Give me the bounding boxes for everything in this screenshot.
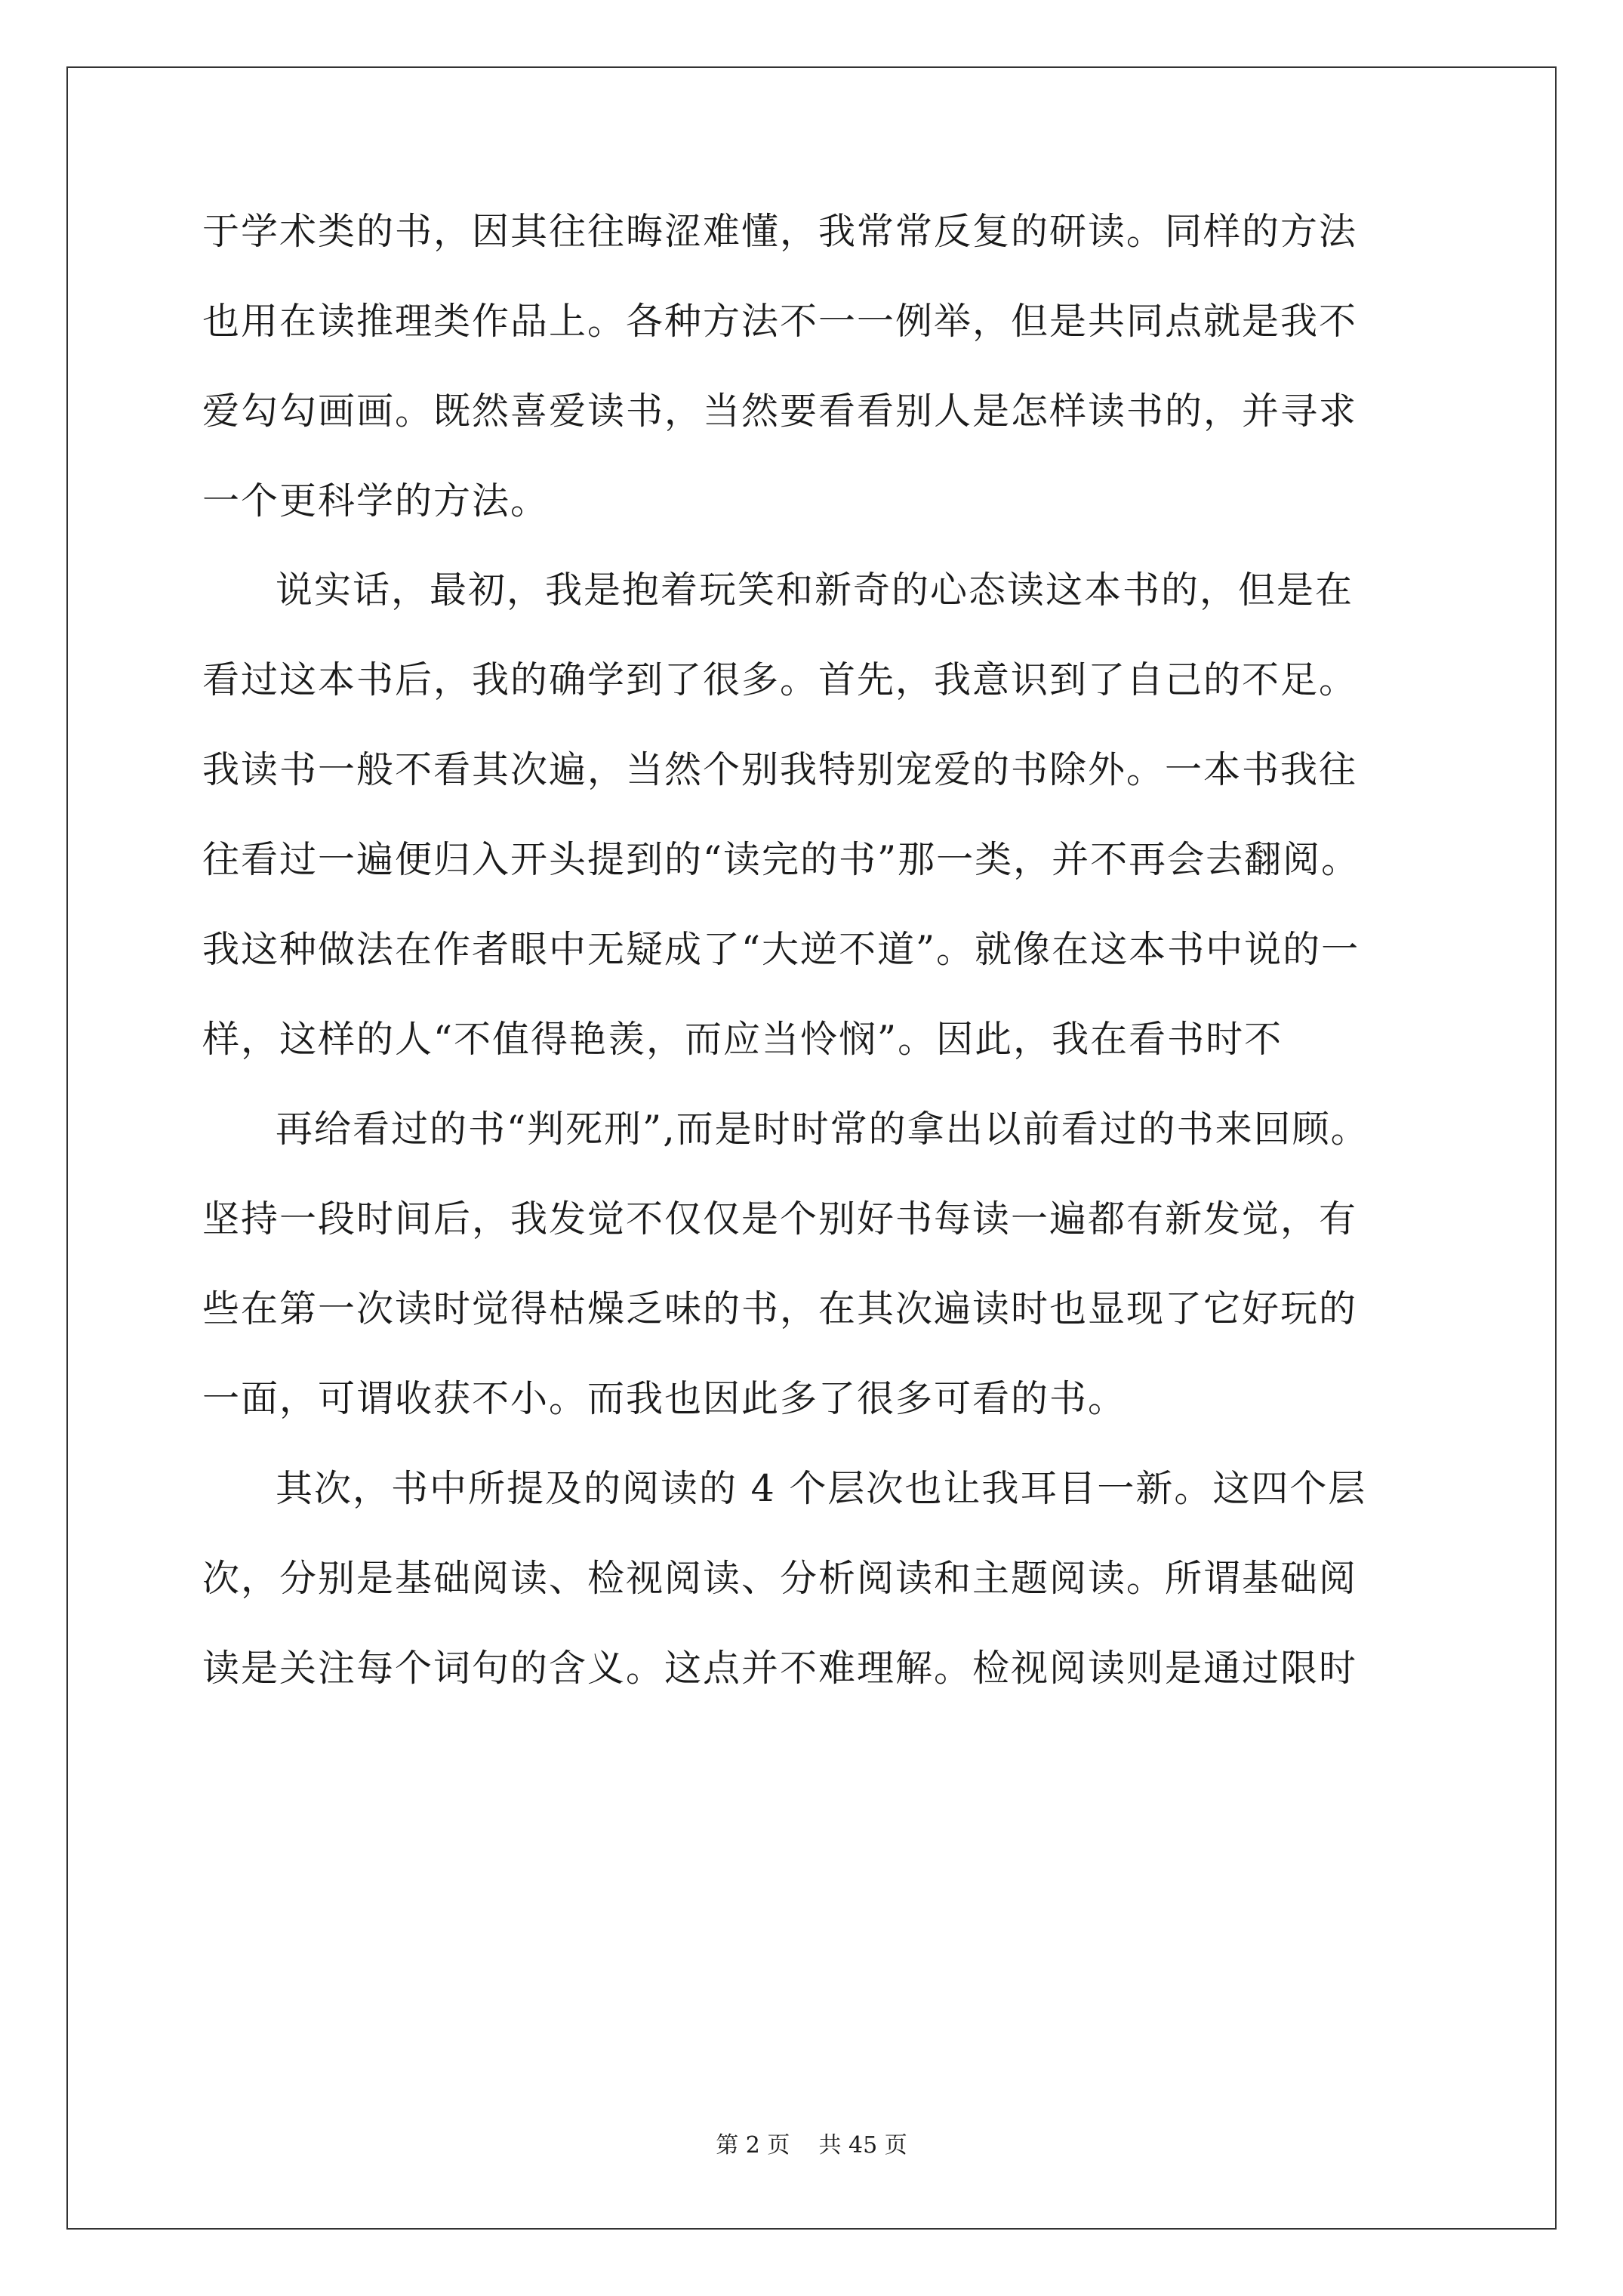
body-line-3: 爱勾勾画画。既然喜爱读书，当然要看看别人是怎样读书的，并寻求 xyxy=(202,390,1358,433)
body-line-9: 我这种做法在作者眼中无疑成了“大逆不道”。就像在这本书中说的一 xyxy=(202,928,1360,971)
body-line-10: 样，这样的人“不值得艳羡，而应当怜悯”。因此，我在看书时不 xyxy=(202,1018,1283,1061)
body-line-6: 看过这本书后，我的确学到了很多。首先，我意识到了自己的不足。 xyxy=(202,658,1358,701)
body-line-5: 说实话，最初，我是抱着玩笑和新奇的心态读这本书的，但是在 xyxy=(276,569,1354,612)
body-line-8: 往看过一遍便归入开头提到的“读完的书”那一类，并不再会去翻阅。 xyxy=(202,838,1360,881)
body-line-12: 坚持一段时间后，我发觉不仅仅是个别好书每读一遍都有新发觉，有 xyxy=(202,1197,1358,1240)
body-line-4: 一个更科学的方法。 xyxy=(202,479,550,522)
body-line-1: 于学术类的书，因其往往晦涩难懂，我常常反复的研读。同样的方法 xyxy=(202,210,1358,253)
body-line-17: 读是关注每个词句的含义。这点并不难理解。检视阅读则是通过限时 xyxy=(202,1647,1358,1690)
body-line-15: 其次，书中所提及的阅读的 4 个层次也让我耳目一新。这四个层 xyxy=(276,1467,1367,1510)
body-line-7: 我读书一般不看其次遍，当然个别我特别宠爱的书除外。一本书我往 xyxy=(202,748,1358,791)
body-line-11: 再给看过的书“判死刑”,而是时时常的拿出以前看过的书来回顾。 xyxy=(276,1108,1369,1151)
body-line-2: 也用在读推理类作品上。各种方法不一一例举，但是共同点就是我不 xyxy=(202,300,1358,343)
body-line-16: 次，分别是基础阅读、检视阅读、分析阅读和主题阅读。所谓基础阅 xyxy=(202,1557,1358,1600)
body-line-13: 些在第一次读时觉得枯燥乏味的书，在其次遍读时也显现了它好玩的 xyxy=(202,1287,1358,1330)
page-number-footer: 第 2 页 共 45 页 xyxy=(716,2132,907,2159)
body-line-14: 一面，可谓收获不小。而我也因此多了很多可看的书。 xyxy=(202,1377,1127,1420)
